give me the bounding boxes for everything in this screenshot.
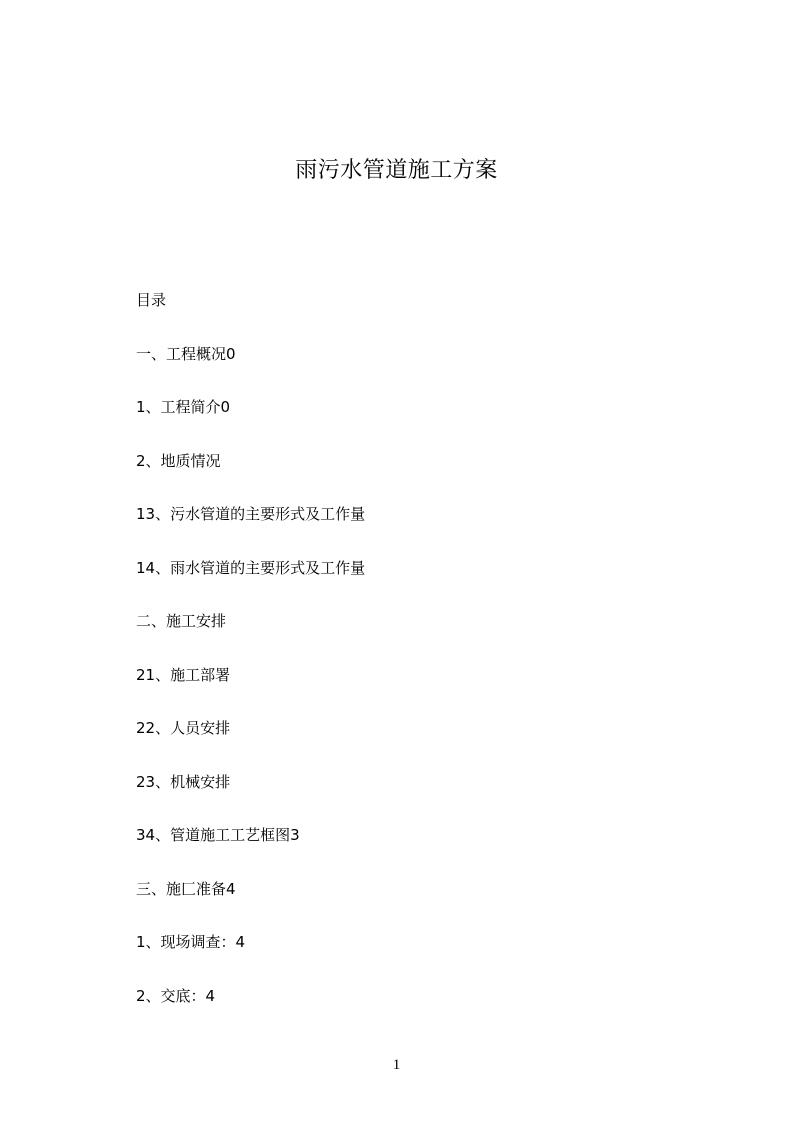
table-of-contents bbox=[136, 289, 365, 1038]
toc-entry: 一、工程概况0 bbox=[136, 344, 236, 363]
toc-entry: 23、机械安排 bbox=[136, 772, 231, 791]
toc-entry: 14、雨水管道的主要形式及工作量 bbox=[136, 558, 366, 577]
toc-entry: 22、人员安排 bbox=[136, 719, 231, 737]
toc-entry: 34、管道施工工艺框图3 bbox=[136, 826, 300, 844]
page-number: 1 bbox=[392, 1057, 401, 1073]
toc-entry: 三、施匚准备4 bbox=[136, 879, 236, 898]
toc-entry: 2、地质情况 bbox=[136, 451, 221, 470]
toc-entry: 21、施工部署 bbox=[136, 665, 231, 684]
toc-entry: 1、工程简介0 bbox=[136, 398, 231, 416]
toc-heading: 目录 bbox=[136, 291, 167, 309]
document-title: 雨污水管道施工方案 bbox=[295, 157, 498, 183]
toc-entry: 2、交底：4 bbox=[136, 986, 216, 1005]
toc-entry: 二、施工安排 bbox=[136, 612, 227, 630]
toc-entry: 13、污水管道的主要形式及工作量 bbox=[136, 505, 366, 523]
toc-entry: 1、现场调查：4 bbox=[136, 933, 246, 951]
